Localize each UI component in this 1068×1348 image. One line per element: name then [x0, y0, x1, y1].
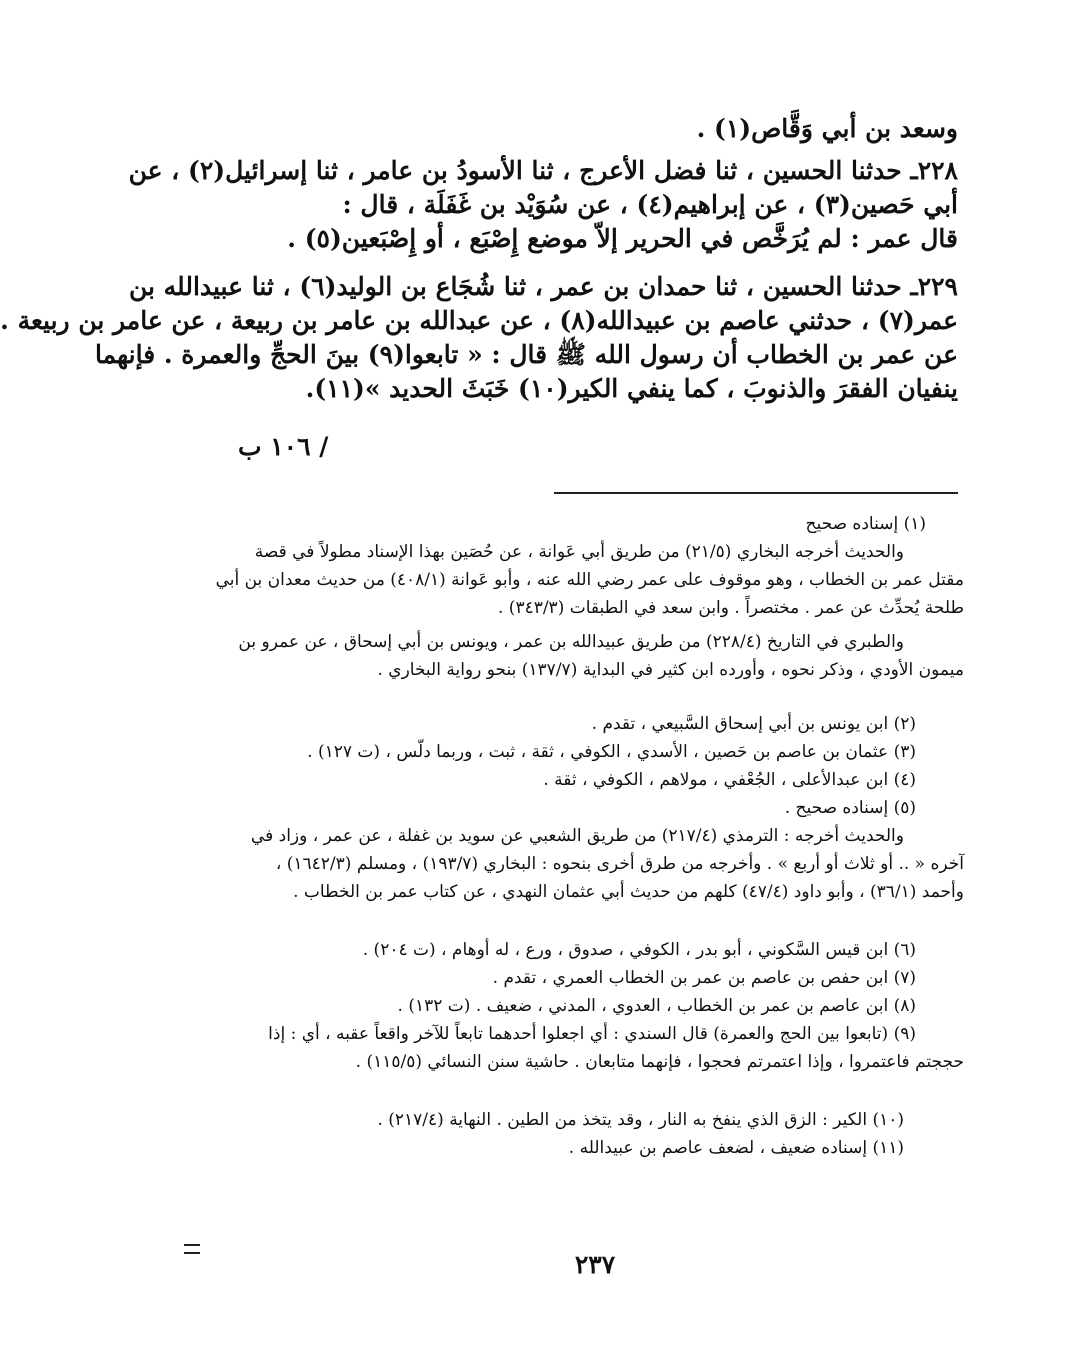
hadith-228-line: أبي حَصين(٣) ، عن إبراهيم(٤) ، عن سُوَيْد بن غَفَلَة ، قال : — [342, 190, 958, 219]
hadith-229-line: عن عمر بن الخطاب أن رسول الله ﷺ قال : « تابعوا(٩) بينَ الحجِّ والعمرة . فإنهما — [95, 340, 958, 369]
manuscript-page-ref: / ١٠٦ ب — [238, 432, 329, 461]
footnote-line: آخره « .. أو ثلاث أو أربع » . وأخرجه من طرق أخرى بنحوه : البخاري (١٩٣/٧) ، ومسلم (١٦٤٢/٣) ، — [275, 854, 964, 874]
footnote-line: ميمون الأودي ، وذكر نحوه ، وأورده ابن كثير في البداية (١٣٧/٧) بنحو رواية البخاري . — [377, 660, 964, 680]
footnote-line: (١٠) الكير : الزق الذي ينفخ به النار ، وقد يتخذ من الطين . النهاية (٢١٧/٤) . — [377, 1110, 904, 1130]
main-text — [0, 112, 958, 406]
footnote-line: (٣) عثمان بن عاصم بن حَصين ، الأسدي ، الكوفي ، ثقة ، ثبت ، وربما دلّس ، (ت ١٢٧) . — [307, 742, 916, 762]
hadith-229-line: عمر(٧) ، حدثني عاصم بن عبيدالله(٨) ، عن عبدالله بن عامر بن ربيعة ، عن عامر بن ربيعة . — [0, 306, 958, 335]
hadith-228-line: قال عمر : لم يُرَخَّص في الحرير إلاّ موضع إِصْبَع ، أو إِصْبَعين(٥) . — [287, 224, 958, 253]
footnote-line: (٦) ابن قيس السَّكوني ، أبو بدر ، الكوفي ، صدوق ، ورع ، له أوهام ، (ت ٢٠٤) . — [362, 940, 916, 960]
footnote-line: والحديث أخرجه البخاري (٢١/٥) من طريق أبي عَوانة ، عن حُصَين بهذا الإسناد مطولاً في قصة — [254, 542, 904, 562]
footnote-line: وأحمد (٣٦/١) ، وأبو داود (٤٧/٤) كلهم من حديث أبي عثمان النهدي ، عن كتاب عمر بن الخطاب . — [293, 882, 964, 902]
footnote-line: والطبري في التاريخ (٢٢٨/٤) من طريق عبيدالله بن عمر ، ويونس بن أبي إسحاق ، عن عمرو بن — [238, 632, 904, 652]
footnote-line: (٨) ابن عاصم بن عمر بن الخطاب ، العدوي ، المدني ، ضعيف . (ت ١٣٢) . — [397, 996, 916, 1016]
footnote-line: (٢) ابن يونس بن أبي إسحاق السَّبيعي ، تقدم . — [591, 714, 916, 734]
footnote-line: (٥) إسناده صحيح . — [784, 798, 916, 818]
footnote-line: (١) إسناده صحيح — [805, 514, 926, 534]
main-line: وسعد بن أبي وَقَّاص(١) . — [696, 114, 958, 143]
footnote-line: (٧) ابن حفص بن عاصم بن عمر بن الخطاب العمري ، تقدم . — [492, 968, 916, 988]
hadith-229-line: ينفيان الفقرَ والذنوبَ ، كما ينفي الكير(١٠) خَبَثَ الحديد »(١١). — [305, 374, 958, 403]
footnote-divider — [554, 492, 958, 494]
page-number: ٢٣٧ — [574, 1250, 616, 1279]
footnote-line: (٤) ابن عبدالأعلى ، الجُعْفي ، مولاهم ، الكوفي ، ثقة . — [543, 770, 916, 790]
footnote-line: والحديث أخرجه : الترمذي (٢١٧/٤) من طريق الشعبي عن سويد بن غفلة ، عن عمر ، وزاد في — [250, 826, 904, 846]
footnotes — [214, 510, 964, 1162]
footnote-line: (١١) إسناده ضعيف ، لضعف عاصم بن عبيدالله . — [568, 1138, 904, 1158]
footnote-line: طلحة يُحدِّث عن عمر . مختصراً . وابن سعد في الطبقات (٣٤٣/٣) . — [497, 598, 964, 618]
footnote-line: مقتل عمر بن الخطاب ، وهو موقوف على عمر رضي الله عنه ، وأبو عَوانة (٤٠٨/١) من حديث معدان بن أبي — [215, 570, 964, 590]
hadith-228-line: ٢٢٨ـ حدثنا الحسين ، ثنا فضل الأعرج ، ثنا الأسودُ بن عامر ، ثنا إسرائيل(٢) ، عن — [128, 156, 958, 185]
footnote-line: حججتم فاعتمروا ، وإذا اعتمرتم فحجوا ، فإنهما متابعان . حاشية سنن النسائي (١١٥/٥) . — [355, 1052, 964, 1072]
footnote-line: (٩) (تابعوا بين الحج والعمرة) قال السندي : أي اجعلوا أحدهما تابعاً للآخر واقعاً عقبه ، أي : إذا — [268, 1024, 916, 1044]
hadith-229-line: ٢٢٩ـ حدثنا الحسين ، ثنا حمدان بن عمر ، ثنا شُجَاع بن الوليد(٦) ، ثنا عبيدالله بن — [128, 272, 958, 301]
